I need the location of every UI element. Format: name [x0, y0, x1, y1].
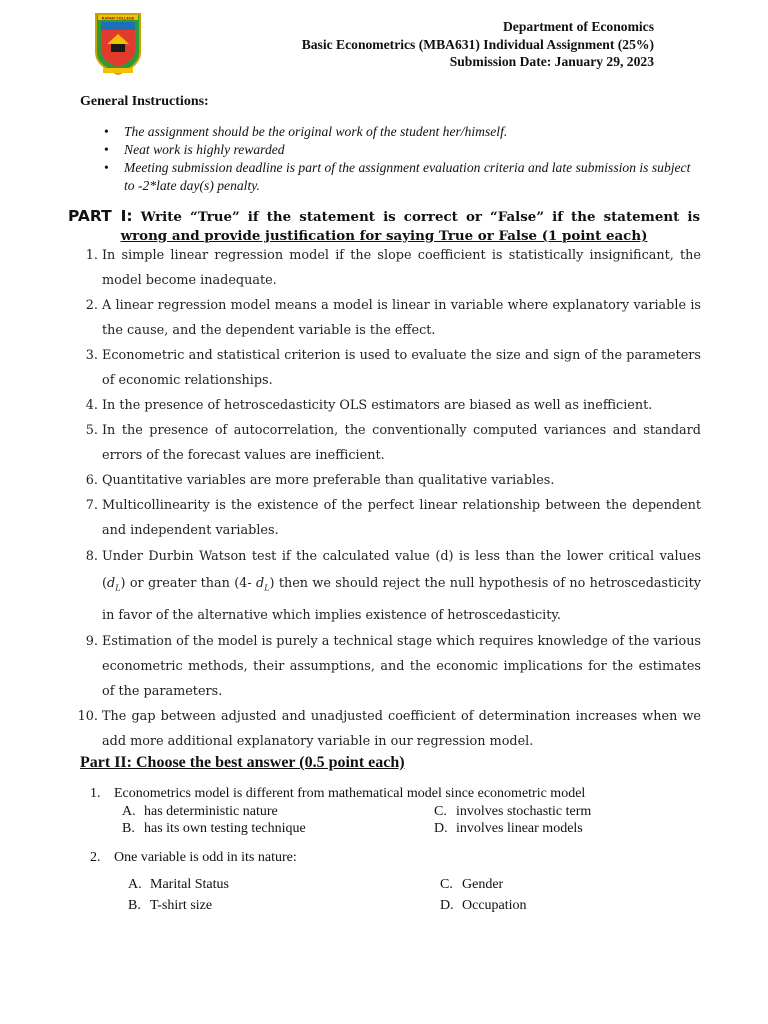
mcq-question — [90, 849, 710, 915]
department-name: Department of Economics — [502, 19, 654, 34]
list-item: 10. The gap between adjusted and unadjusted coefficient of determination increases when we add more additional explanatory variable in our regression model. — [77, 708, 701, 749]
mcq-question — [90, 785, 710, 838]
list-item: 5. In the presence of autocorrelation, the conventionally computed variances and standard errors of the forecast values are inefficient. — [85, 423, 701, 463]
option-list — [128, 876, 710, 915]
bullet-icon: • — [104, 142, 109, 157]
option-item: A. Marital Status — [128, 876, 229, 892]
list-item: 1. In simple linear regression model if the slope coefficient is statistically insignificant, the model become inadequate. — [85, 248, 701, 288]
list-item: 7. Multicollinearity is the existence of the perfect linear relationship between the dependent and independent variables. — [85, 498, 701, 538]
critical-value-symbol: $d_L$ — [107, 576, 121, 593]
list-item: 6. Quantitative variables are more preferable than qualitative variables. — [85, 473, 555, 488]
list-item: 9. Estimation of the model is purely a technical stage which requires knowledge of the various econometric methods, their assumptions, and the economic implications for the estimates of the parameters. — [85, 633, 701, 699]
option-item: D. involves linear models — [434, 821, 583, 836]
option-item: A. has deterministic nature — [122, 803, 278, 819]
option-item: D. Occupation — [440, 898, 527, 913]
critical-value-symbol: $d_L$ — [256, 576, 270, 593]
college-logo — [93, 12, 143, 76]
option-item: B. has its own testing technique — [122, 821, 306, 836]
bullet-icon: • — [104, 160, 109, 175]
list-item: 4. In the presence of hetroscedasticity OLS estimators are biased as well as inefficient. — [85, 398, 653, 413]
list-item: 8. Under Durbin Watson test if the calculated value (d) is less than the lower critical values $(d_L)$ or greater than (4- $d_L$) then we should reject the null hypothesis of no hetroscedasticity in favor of the alternative which implies existence of hetroscedasticity. — [85, 549, 701, 623]
logo-banner-text: RAYAN COLLEGE — [101, 16, 135, 21]
part1-question-list — [74, 243, 701, 754]
instruction-list — [104, 123, 704, 195]
instruction-item: • The assignment should be the original work of the student her/himself. — [104, 124, 508, 139]
option-list — [122, 803, 710, 838]
submission-date: Submission Date: January 29, 2023 — [449, 54, 654, 69]
part1-heading — [68, 207, 700, 246]
option-item: C. involves stochastic term — [434, 803, 592, 819]
instruction-item: • Meeting submission deadline is part of the assignment evaluation criteria and late submission is subject to -2*late day(s) penalty. — [104, 160, 691, 193]
document-header — [302, 18, 654, 71]
general-instructions-title: General Instructions: — [80, 94, 209, 109]
list-item: 3. Econometric and statistical criterion is used to evaluate the size and sign of the parameters of economic relationships. — [85, 348, 701, 388]
option-item: C. Gender — [440, 876, 504, 892]
question-stem: 1. Econometrics model is different from mathematical model since econometric model — [90, 786, 586, 801]
option-item: B. T-shirt size — [128, 898, 213, 913]
bullet-icon: • — [104, 124, 109, 139]
part1-label: PART I: — [68, 207, 133, 225]
part2-heading: Part II: Choose the best answer (0.5 point each) — [80, 754, 405, 771]
part1-heading-text: Write “True” if the statement is correct or “False” if the statement is — [132, 209, 701, 225]
instruction-item: • Neat work is highly rewarded — [104, 142, 285, 157]
course-title: Basic Econometrics (MBA631) Individual Assignment (25%) — [301, 36, 654, 52]
question-stem: 2. One variable is odd in its nature: — [90, 850, 297, 865]
list-item: 2. A linear regression model means a model is linear in variable where explanatory variable is the cause, and the dependent variable is the effect. — [85, 298, 701, 338]
part1-heading-underlined: wrong and provide justification for saying True or False (1 point each) — [120, 228, 648, 244]
